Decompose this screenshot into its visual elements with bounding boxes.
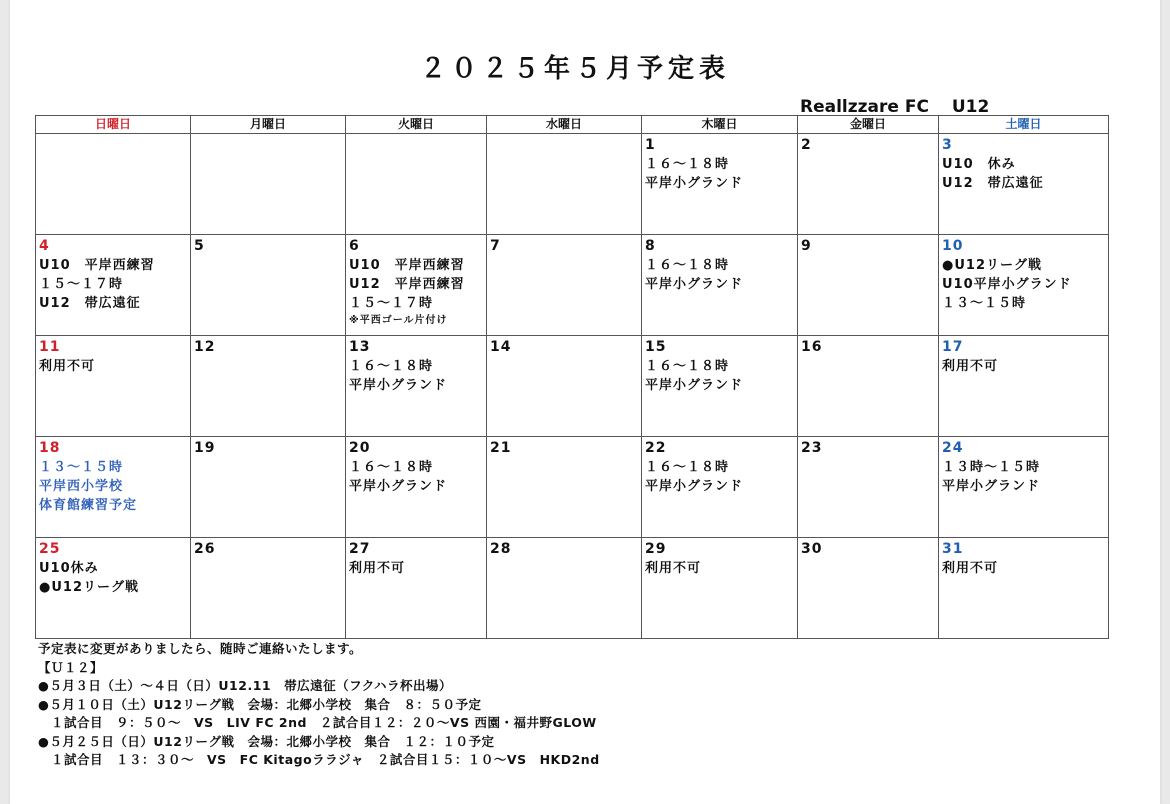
day-event-line: １３～１５時 [942,296,1027,311]
day-event-line: U10 休み [942,157,1016,172]
day-number: 12 [194,339,216,355]
note-line: 予定表に変更がありましたら、随時ご連絡いたします。 [38,641,363,656]
day-event-line: １３時～１５時 [942,460,1041,475]
day-number: 10 [942,238,964,254]
day-number [349,136,483,155]
calendar-day-cell [191,437,346,538]
weekday-saturday: 土曜日 [939,116,1109,134]
calendar-day-cell [487,538,642,639]
day-number: 16 [801,339,823,355]
day-event-line: ※平西ゴール片付け [349,315,448,326]
day-event-line: 平岸小グランド [349,479,448,494]
calendar-day-cell [939,134,1109,235]
weekday-header-row [36,116,1109,134]
calendar-day-cell [191,538,346,639]
calendar-week-row [36,437,1109,538]
day-number: 30 [801,541,823,557]
calendar-day-cell [191,336,346,437]
weekday-sunday: 日曜日 [36,116,191,134]
day-event-line: U12 帯広遠征 [942,176,1044,191]
day-number: 21 [490,440,512,456]
weekday-friday: 金曜日 [798,116,939,134]
day-event-line: U10 平岸西練習 [39,258,155,273]
calendar-day-cell [191,134,346,235]
calendar-day-cell [798,437,939,538]
day-number: 6 [349,238,360,254]
day-event-line: 平岸小グランド [349,378,448,393]
day-event-line: 利用不可 [349,561,406,576]
day-event-line: １６～１８時 [645,157,730,172]
calendar-day-cell [939,437,1109,538]
day-event-line: 平岸西小学校 [39,479,124,494]
weekday-thursday: 木曜日 [642,116,798,134]
calendar-day-cell [36,538,191,639]
day-event-line: 平岸小グランド [942,479,1041,494]
calendar-day-cell [642,336,798,437]
day-event-line: １６～１８時 [645,258,730,273]
calendar-day-cell [642,437,798,538]
day-event-line: １５～１７時 [349,296,434,311]
calendar-day-cell [798,235,939,336]
note-line: １試合目 １３：３０～ VS FC Kitagoララジャ ２試合目１５：１０～VS HKD2nd [38,752,600,767]
day-number [39,136,187,155]
calendar-day-cell [36,134,191,235]
day-number: 20 [349,440,371,456]
page-title: ２０２５年５月予定表 [419,54,730,84]
note-line: ●５月３日（土）～４日（日）U12.11 帯広遠征（フクハラ杯出場） [38,678,452,693]
day-event-line: 平岸小グランド [645,277,744,292]
day-number: 8 [645,238,656,254]
calendar-week-row [36,336,1109,437]
day-number: 19 [194,440,216,456]
day-number: 15 [645,339,667,355]
team-name: Reallzzare FC U12 [800,97,990,117]
day-number: 27 [349,541,371,557]
day-event-line: １６～１８時 [349,359,434,374]
day-event-line: 平岸小グランド [645,378,744,393]
day-event-line: U10 平岸西練習 [349,258,465,273]
weekday-wednesday: 水曜日 [487,116,642,134]
calendar-day-cell [939,538,1109,639]
calendar-day-cell [346,538,487,639]
calendar-week-row [36,134,1109,235]
calendar-day-cell [798,336,939,437]
calendar-day-cell [939,235,1109,336]
day-number: 26 [194,541,216,557]
day-number: 11 [39,339,61,355]
calendar-week-row [36,538,1109,639]
calendar-day-cell [939,336,1109,437]
calendar-day-cell [487,134,642,235]
calendar-day-cell [36,336,191,437]
calendar-day-cell [487,336,642,437]
day-number: 7 [490,238,501,254]
note-line: ●５月２５日（日）U12リーグ戦 会場：北郷小学校 集合 １２：１０予定 [38,733,495,749]
day-event-line: 平岸小グランド [645,479,744,494]
calendar-week-row [36,235,1109,336]
day-event-line: U12 帯広遠征 [39,296,141,311]
day-number: 4 [39,238,50,254]
day-number: 9 [801,238,812,254]
note-line: １試合目 ９：５０～ VS LIV FC 2nd ２試合目１２：２０～VS 西園・福井野GLOW [38,715,597,730]
calendar-day-cell [36,437,191,538]
day-event-line: ●U12リーグ戦 [942,258,1042,273]
day-number: 23 [801,440,823,456]
calendar-day-cell [346,235,487,336]
day-number: 28 [490,541,512,557]
calendar-day-cell [487,235,642,336]
day-number: 17 [942,339,964,355]
day-number: 22 [645,440,667,456]
day-event-line: 体育館練習予定 [39,498,138,513]
calendar-day-cell [346,437,487,538]
day-number: 5 [194,238,205,254]
day-event-line: U10平岸小グランド [942,277,1072,292]
calendar-day-cell [36,235,191,336]
day-number: 24 [942,440,964,456]
calendar-day-cell [191,235,346,336]
day-event-line: １５～１７時 [39,277,124,292]
day-number: 1 [645,137,656,153]
day-event-line: １６～１８時 [349,460,434,475]
day-event-line: 利用不可 [39,359,96,374]
calendar-day-cell [798,538,939,639]
calendar-day-cell [346,336,487,437]
day-event-line: １３～１５時 [39,460,124,475]
day-event-line: 利用不可 [942,561,999,576]
day-event-line: １６～１８時 [645,359,730,374]
weekday-tuesday: 火曜日 [346,116,487,134]
day-event-line: 利用不可 [645,561,702,576]
day-number: 25 [39,541,61,557]
calendar-day-cell [346,134,487,235]
calendar-day-cell [642,134,798,235]
note-line: 【Ｕ１２】 [38,659,104,675]
day-event-line: ●U12リーグ戦 [39,580,139,595]
day-number [490,136,638,155]
weekday-monday: 月曜日 [191,116,346,134]
calendar-day-cell [642,235,798,336]
calendar-day-cell [642,538,798,639]
day-event-line: １６～１８時 [645,460,730,475]
day-number: 29 [645,541,667,557]
day-number: 2 [801,137,812,153]
day-event-line: 平岸小グランド [645,176,744,191]
day-event-line: U10休み [39,561,99,576]
note-line: ●５月１０日（土）U12リーグ戦 会場：北郷小学校 集合 ８：５０予定 [38,696,482,712]
day-number: 13 [349,339,371,355]
day-event-line: 利用不可 [942,359,999,374]
day-number: 31 [942,541,964,557]
day-number: 14 [490,339,512,355]
day-number: 3 [942,137,953,153]
calendar-day-cell [487,437,642,538]
calendar-day-cell [798,134,939,235]
day-number: 18 [39,440,61,456]
day-number [194,136,342,155]
notes-section [38,640,1118,770]
calendar-table [35,115,1109,639]
day-event-line: U12 平岸西練習 [349,277,465,292]
